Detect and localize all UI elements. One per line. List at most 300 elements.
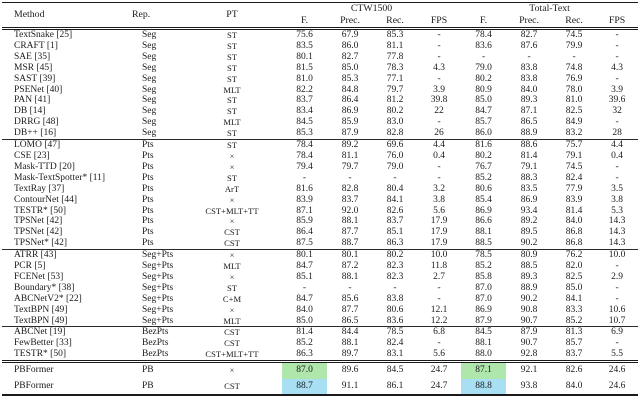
cell-ctw1500-rec: 80.4 <box>386 183 404 194</box>
cell-pt: × <box>229 161 235 172</box>
cell-rep: Seg <box>142 73 157 84</box>
table-row <box>2 162 638 173</box>
cell-ctw1500-rec: 86.1 <box>386 380 404 391</box>
cell-totaltext-f: 88.1 <box>475 338 492 349</box>
table-row <box>2 140 638 151</box>
cell-totaltext-rec: 86.8 <box>565 227 583 238</box>
cell-method: ABCNetV2* [22] <box>14 293 82 304</box>
cell-totaltext-rec: 84.0 <box>565 380 583 391</box>
cell-pt: CST <box>224 227 240 238</box>
cell-method: Mask-TTD [20] <box>14 161 75 172</box>
cell-ctw1500-rec: - <box>393 282 397 293</box>
cell-ctw1500-fps: - <box>437 73 441 84</box>
cell-ctw1500-f: 82.2 <box>296 84 313 95</box>
table-row <box>2 206 638 217</box>
cell-ctw1500-rec: 82.3 <box>386 271 404 282</box>
cell-rep: BezPts <box>142 327 169 338</box>
cell-ctw1500-f: 87.1 <box>296 205 313 216</box>
cell-totaltext-fps: 39.6 <box>608 95 626 106</box>
cell-pt: CST+MLT+TT <box>205 205 259 216</box>
cell-totaltext-f: 85.8 <box>475 271 492 282</box>
cell-totaltext-rec: 75.7 <box>565 140 583 151</box>
cell-ctw1500-f: 85.0 <box>296 315 313 326</box>
cell-ctw1500-rec: 80.2 <box>386 106 404 117</box>
cell-rep: BezPts <box>142 338 169 349</box>
cell-ctw1500-rec: 83.8 <box>386 293 404 304</box>
cell-pt: CST <box>224 380 240 391</box>
cell-ctw1500-prec: 87.7 <box>341 227 359 238</box>
cell-totaltext-f: 81.6 <box>475 140 492 151</box>
cell-ctw1500-f: 86.3 <box>296 349 313 360</box>
cell-method: LOMO [47] <box>14 140 61 151</box>
cell-ctw1500-f: 85.2 <box>296 338 313 349</box>
cell-totaltext-f: 88.0 <box>475 349 492 360</box>
table-row <box>2 29 638 41</box>
table-row <box>2 362 638 379</box>
cell-ctw1500-rec: 82.4 <box>386 338 404 349</box>
cell-totaltext-f-highlighted: 88.8 <box>461 379 506 396</box>
cell-ctw1500-f: 83.9 <box>296 194 313 205</box>
col-header-totaltext-rec: Rec. <box>565 15 583 26</box>
cell-ctw1500-fps: - <box>437 293 441 304</box>
results-table <box>2 2 638 396</box>
col-group-ctw1500: CTW1500 <box>350 3 393 14</box>
cell-ctw1500-rec: 81.2 <box>386 95 404 106</box>
cell-method: DRRG [48] <box>14 117 59 128</box>
cell-totaltext-prec: 93.8 <box>520 380 538 391</box>
cell-rep: Seg+Pts <box>142 271 174 282</box>
table-row <box>2 184 638 195</box>
cell-ctw1500-fps: 3.8 <box>433 194 445 205</box>
cell-totaltext-f: 84.5 <box>475 327 492 338</box>
cell-totaltext-fps: 14.3 <box>608 227 626 238</box>
cell-ctw1500-rec: 80.6 <box>386 304 404 315</box>
cell-totaltext-f: 87.0 <box>475 293 492 304</box>
cell-totaltext-fps: 3.8 <box>611 194 623 205</box>
cell-totaltext-fps: 10.6 <box>608 304 626 315</box>
cell-method: TPSNet [42] <box>14 216 63 227</box>
cell-totaltext-fps: - <box>615 73 619 84</box>
cell-totaltext-rec: 76.2 <box>565 250 583 261</box>
cell-ctw1500-f: 81.0 <box>296 73 313 84</box>
cell-method: ATRR [43] <box>14 250 57 261</box>
cell-totaltext-fps: 28 <box>612 128 622 139</box>
cell-ctw1500-fps: 6.8 <box>433 327 445 338</box>
cell-ctw1500-prec: 86.5 <box>341 315 359 326</box>
cell-totaltext-fps: 14.3 <box>608 216 626 227</box>
table-row <box>2 74 638 85</box>
table-row <box>2 338 638 349</box>
cell-totaltext-prec: 88.5 <box>520 261 538 272</box>
cell-ctw1500-fps: 4.3 <box>433 62 445 73</box>
cell-method: ContourNet [44] <box>14 194 78 205</box>
cell-totaltext-f: 83.6 <box>475 40 492 51</box>
cell-totaltext-rec: 84.9 <box>565 117 583 128</box>
cell-pt: MLT <box>223 315 241 326</box>
cell-ctw1500-fps: 10.0 <box>430 250 448 261</box>
cell-totaltext-fps: - <box>615 293 619 304</box>
cell-totaltext-prec: 88.9 <box>520 282 538 293</box>
cell-pt: ST <box>226 95 238 106</box>
cell-totaltext-prec: 79.1 <box>520 161 538 172</box>
cell-method: PAN [41] <box>14 95 51 106</box>
cell-pt: CST <box>224 238 240 249</box>
cell-ctw1500-rec: 80.2 <box>386 250 404 261</box>
cell-totaltext-f: 79.0 <box>475 62 492 73</box>
cell-totaltext-f: 78.5 <box>475 250 492 261</box>
cell-ctw1500-rec: 78.5 <box>386 327 404 338</box>
cell-totaltext-fps: 0.4 <box>611 150 623 161</box>
cell-method: TextBPN [49] <box>14 315 68 326</box>
table-row <box>2 117 638 128</box>
col-header-pt: PT <box>226 9 238 20</box>
cell-ctw1500-fps: 5.6 <box>433 349 445 360</box>
cell-method: PBFormer <box>14 365 54 376</box>
cell-totaltext-rec: 79.1 <box>565 150 583 161</box>
col-header-method: Method <box>14 9 45 20</box>
cell-ctw1500-prec: 89.2 <box>341 140 359 151</box>
col-header-ctw1500-rec: Rec. <box>386 15 404 26</box>
cell-totaltext-f: 80.6 <box>475 183 492 194</box>
cell-ctw1500-fps: - <box>437 282 441 293</box>
cell-ctw1500-f: 84.7 <box>296 293 313 304</box>
cell-rep: Seg <box>142 95 157 106</box>
cell-ctw1500-prec: 87.9 <box>341 128 359 139</box>
cell-ctw1500-prec: 85.3 <box>341 73 359 84</box>
cell-ctw1500-fps: 12.1 <box>430 304 448 315</box>
cell-ctw1500-prec: 89.6 <box>341 365 359 376</box>
cell-totaltext-fps: - <box>615 40 619 51</box>
cell-ctw1500-prec: 88.1 <box>341 338 359 349</box>
cell-ctw1500-fps: 39.8 <box>430 95 448 106</box>
cell-ctw1500-rec: 79.0 <box>386 161 404 172</box>
cell-totaltext-prec: 90.8 <box>520 304 538 315</box>
cell-ctw1500-rec: 76.0 <box>386 150 404 161</box>
cell-method: FewBetter [33] <box>14 338 72 349</box>
cell-totaltext-prec: 88.3 <box>520 172 538 183</box>
table-header <box>2 3 638 29</box>
cell-totaltext-rec: 78.0 <box>565 84 583 95</box>
cell-method: TextBPN [49] <box>14 304 68 315</box>
cell-ctw1500-prec: 92.0 <box>341 205 359 216</box>
table-row <box>2 173 638 184</box>
cell-totaltext-f: 85.7 <box>475 117 492 128</box>
cell-ctw1500-rec: 83.7 <box>386 216 404 227</box>
cell-rep: Seg <box>142 62 157 73</box>
cell-rep: Seg <box>142 128 157 139</box>
cell-ctw1500-f-highlighted: 88.7 <box>282 379 327 396</box>
table-row <box>2 195 638 206</box>
cell-totaltext-prec: - <box>527 51 531 62</box>
cell-totaltext-rec: 74.8 <box>565 62 583 73</box>
cell-ctw1500-prec: 81.1 <box>341 150 359 161</box>
cell-totaltext-prec: 84.0 <box>520 84 538 95</box>
cell-ctw1500-rec: 82.3 <box>386 261 404 272</box>
cell-rep: Pts <box>142 172 154 183</box>
cell-rep: Seg+Pts <box>142 250 174 261</box>
cell-ctw1500-fps: - <box>437 172 441 183</box>
cell-ctw1500-f: 80.1 <box>296 250 313 261</box>
header-group-row <box>2 3 638 16</box>
cell-rep: PB <box>142 365 154 376</box>
cell-method: TPSNet [42] <box>14 227 63 238</box>
cell-method: DB++ [16] <box>14 128 57 139</box>
cell-totaltext-f: 84.7 <box>475 106 492 117</box>
cell-rep: Seg <box>142 106 157 117</box>
table-row <box>2 349 638 361</box>
cell-ctw1500-rec: 77.8 <box>386 51 404 62</box>
cell-totaltext-f: 87.0 <box>475 282 492 293</box>
cell-rep: Pts <box>142 205 154 216</box>
cell-rep: BezPts <box>142 349 169 360</box>
cell-ctw1500-prec: 88.7 <box>341 238 359 249</box>
cell-rep: Seg <box>142 30 157 40</box>
cell-rep: Seg+Pts <box>142 293 174 304</box>
cell-totaltext-rec: 82.0 <box>565 261 583 272</box>
table-row <box>2 151 638 162</box>
cell-rep: Pts <box>142 238 154 249</box>
cell-ctw1500-rec: 85.1 <box>386 227 404 238</box>
cell-totaltext-rec: 81.4 <box>565 205 583 216</box>
cell-ctw1500-prec: 82.7 <box>341 51 359 62</box>
cell-ctw1500-fps: 2.7 <box>433 271 445 282</box>
cell-method: TESTR* [50] <box>14 205 66 216</box>
cell-rep: Pts <box>142 183 154 194</box>
cell-ctw1500-fps: 12.2 <box>430 315 448 326</box>
cell-method: CRAFT [1] <box>14 40 58 51</box>
cell-totaltext-fps: 24.6 <box>608 380 626 391</box>
cell-ctw1500-prec: 85.6 <box>341 293 359 304</box>
cell-ctw1500-rec: 69.6 <box>386 140 404 151</box>
cell-totaltext-prec: 82.7 <box>520 30 538 40</box>
cell-totaltext-fps: - <box>615 51 619 62</box>
cell-rep: Seg+Pts <box>142 304 174 315</box>
cell-method: DB [14] <box>14 106 46 117</box>
cell-totaltext-fps: 2.9 <box>611 271 623 282</box>
cell-pt: × <box>229 216 235 227</box>
cell-totaltext-fps: - <box>615 261 619 272</box>
cell-ctw1500-f: 81.4 <box>296 327 313 338</box>
cell-totaltext-f: 80.2 <box>475 73 492 84</box>
col-group-totaltext: Total-Text <box>529 3 570 14</box>
cell-pt: MLT <box>223 261 241 272</box>
cell-totaltext-rec: 84.1 <box>565 293 583 304</box>
cell-totaltext-fps: - <box>615 30 619 40</box>
cell-ctw1500-f: 84.7 <box>296 261 313 272</box>
col-header-ctw1500-fps: FPS <box>430 15 448 26</box>
cell-totaltext-fps: 3.9 <box>611 84 623 95</box>
cell-totaltext-f: 86.9 <box>475 205 492 216</box>
cell-totaltext-fps: - <box>615 338 619 349</box>
cell-ctw1500-fps: 17.9 <box>430 238 448 249</box>
cell-pt: CST <box>224 327 240 338</box>
cell-ctw1500-prec: 84.4 <box>341 327 359 338</box>
cell-rep: Pts <box>142 194 154 205</box>
cell-method: CSE [23] <box>14 150 50 161</box>
cell-pt: ST <box>226 40 238 51</box>
cell-ctw1500-rec: 82.8 <box>386 128 404 139</box>
table-row <box>2 227 638 238</box>
cell-totaltext-fps: 10.0 <box>608 250 626 261</box>
cell-pt: ArT <box>224 183 240 194</box>
cell-ctw1500-prec: 84.8 <box>341 84 359 95</box>
cell-pt: MLT <box>223 84 241 95</box>
cell-ctw1500-rec: 83.0 <box>386 117 404 128</box>
cell-ctw1500-fps: 22 <box>434 106 444 117</box>
cell-pt: ST <box>226 282 238 293</box>
cell-ctw1500-fps: 26 <box>434 128 444 139</box>
cell-ctw1500-prec: 85.9 <box>341 117 359 128</box>
cell-ctw1500-rec: 85.3 <box>386 30 404 40</box>
cell-ctw1500-prec: 88.1 <box>341 216 359 227</box>
cell-pt: MLT <box>223 117 241 128</box>
cell-totaltext-prec: 87.1 <box>520 106 538 117</box>
cell-rep: Seg+Pts <box>142 282 174 293</box>
cell-method: SAE [35] <box>14 51 51 62</box>
col-header-totaltext-fps: FPS <box>608 15 626 26</box>
cell-pt: × <box>229 150 235 161</box>
cell-ctw1500-f: 79.4 <box>296 161 313 172</box>
cell-totaltext-rec: 82.6 <box>565 365 583 376</box>
cell-ctw1500-fps: 11.8 <box>430 261 448 272</box>
cell-ctw1500-prec: 87.7 <box>341 304 359 315</box>
table-row <box>2 261 638 272</box>
cell-method: SAST [39] <box>14 73 56 84</box>
cell-ctw1500-prec: 91.1 <box>341 380 359 391</box>
cell-totaltext-f: 85.2 <box>475 261 492 272</box>
cell-pt: ST <box>226 172 238 183</box>
cell-pt: ST <box>226 106 238 117</box>
cell-ctw1500-fps: 5.6 <box>433 205 445 216</box>
cell-ctw1500-prec: 80.1 <box>341 250 359 261</box>
cell-totaltext-f: 76.7 <box>475 161 492 172</box>
cell-totaltext-fps: - <box>615 282 619 293</box>
cell-totaltext-prec: 89.5 <box>520 227 538 238</box>
cell-pt: × <box>229 194 235 205</box>
cell-ctw1500-prec: 89.7 <box>341 349 359 360</box>
cell-totaltext-prec: 87.6 <box>520 40 538 51</box>
cell-totaltext-prec: 87.9 <box>520 327 538 338</box>
cell-totaltext-prec: 86.5 <box>520 117 538 128</box>
cell-ctw1500-f: 84.5 <box>296 117 313 128</box>
cell-totaltext-prec: 81.4 <box>520 150 538 161</box>
group-pbformer-methods <box>2 362 638 396</box>
cell-ctw1500-f: 83.7 <box>296 95 313 106</box>
cell-ctw1500-fps: 0.4 <box>433 150 445 161</box>
cell-ctw1500-prec: 79.7 <box>341 161 359 172</box>
col-header-rep: Rep. <box>132 9 151 20</box>
cell-ctw1500-prec: 86.9 <box>341 106 359 117</box>
cell-ctw1500-rec: 86.3 <box>386 238 404 249</box>
cell-pt: ST <box>226 30 238 40</box>
cell-totaltext-rec: 86.8 <box>565 238 583 249</box>
cell-ctw1500-fps: 24.7 <box>430 380 448 391</box>
cell-totaltext-prec: 88.9 <box>520 128 538 139</box>
cell-ctw1500-f: 83.5 <box>296 40 313 51</box>
cell-totaltext-fps: 10.7 <box>608 315 626 326</box>
cell-ctw1500-fps: - <box>437 338 441 349</box>
cell-method: TextRay [37] <box>14 183 65 194</box>
cell-totaltext-prec: 90.7 <box>520 315 538 326</box>
cell-ctw1500-fps: - <box>437 51 441 62</box>
cell-ctw1500-fps: - <box>437 30 441 40</box>
cell-ctw1500-f: 86.4 <box>296 227 313 238</box>
table-row <box>2 379 638 396</box>
cell-ctw1500-rec: 83.6 <box>386 315 404 326</box>
cell-method: Mask-TextSpotter* [11] <box>14 172 106 183</box>
cell-pt: CST <box>224 338 240 349</box>
cell-totaltext-f: 88.5 <box>475 238 492 249</box>
table-row <box>2 272 638 283</box>
cell-totaltext-prec: 93.4 <box>520 205 538 216</box>
cell-rep: Seg <box>142 84 157 95</box>
cell-totaltext-prec: 88.6 <box>520 140 538 151</box>
cell-method: ABCNet [19] <box>14 327 66 338</box>
cell-ctw1500-f-highlighted: 87.0 <box>282 362 327 379</box>
cell-pt: ST <box>226 62 238 73</box>
cell-ctw1500-rec: 84.1 <box>386 194 404 205</box>
cell-pt: × <box>229 365 235 376</box>
cell-rep: Seg <box>142 117 157 128</box>
cell-ctw1500-fps: 17.9 <box>430 227 448 238</box>
cell-totaltext-rec: 82.5 <box>565 271 583 282</box>
cell-totaltext-rec: 85.7 <box>565 338 583 349</box>
cell-method: Boundary* [38] <box>14 282 75 293</box>
cell-ctw1500-f: 81.6 <box>296 183 313 194</box>
cell-totaltext-rec: 83.9 <box>565 194 583 205</box>
cell-totaltext-fps: 4.3 <box>611 62 623 73</box>
cell-ctw1500-f: 75.6 <box>296 30 313 40</box>
cell-ctw1500-fps: - <box>437 40 441 51</box>
cell-totaltext-rec: 81.3 <box>565 327 583 338</box>
cell-totaltext-f: 78.4 <box>475 30 492 40</box>
table-row <box>2 41 638 52</box>
cell-ctw1500-fps: 3.2 <box>433 183 445 194</box>
cell-rep: Pts <box>142 216 154 227</box>
cell-totaltext-fps: 14.3 <box>608 238 626 249</box>
table-row <box>2 52 638 63</box>
table-row <box>2 216 638 227</box>
cell-totaltext-fps: 3.5 <box>611 183 623 194</box>
cell-totaltext-rec: 74.5 <box>565 161 583 172</box>
cell-ctw1500-f: 87.5 <box>296 238 313 249</box>
cell-totaltext-f: - <box>481 51 486 62</box>
cell-totaltext-fps: 24.6 <box>608 365 626 376</box>
cell-totaltext-prec: 89.3 <box>520 95 538 106</box>
cell-totaltext-f: 80.2 <box>475 150 492 161</box>
table-row <box>2 238 638 249</box>
cell-totaltext-f: 85.0 <box>475 95 492 106</box>
cell-rep: Pts <box>142 140 154 151</box>
table-row <box>2 316 638 327</box>
cell-totaltext-rec: 74.5 <box>565 30 583 40</box>
cell-method: MSR [45] <box>14 62 53 73</box>
cell-ctw1500-prec: 85.0 <box>341 62 359 73</box>
cell-ctw1500-prec: 86.0 <box>341 40 359 51</box>
cell-totaltext-prec: 90.7 <box>520 338 538 349</box>
cell-totaltext-f: 80.9 <box>475 84 492 95</box>
cell-totaltext-f: 85.4 <box>475 194 492 205</box>
group-pts-methods <box>2 140 638 250</box>
cell-totaltext-fps: - <box>615 161 619 172</box>
cell-totaltext-rec: 85.0 <box>565 282 583 293</box>
table-row <box>2 250 638 261</box>
cell-ctw1500-fps: - <box>437 117 441 128</box>
cell-method: TPSNet* [42] <box>14 238 68 249</box>
cell-totaltext-prec: 90.2 <box>520 238 538 249</box>
cell-ctw1500-f: 78.4 <box>296 150 313 161</box>
cell-totaltext-prec: 86.9 <box>520 194 538 205</box>
